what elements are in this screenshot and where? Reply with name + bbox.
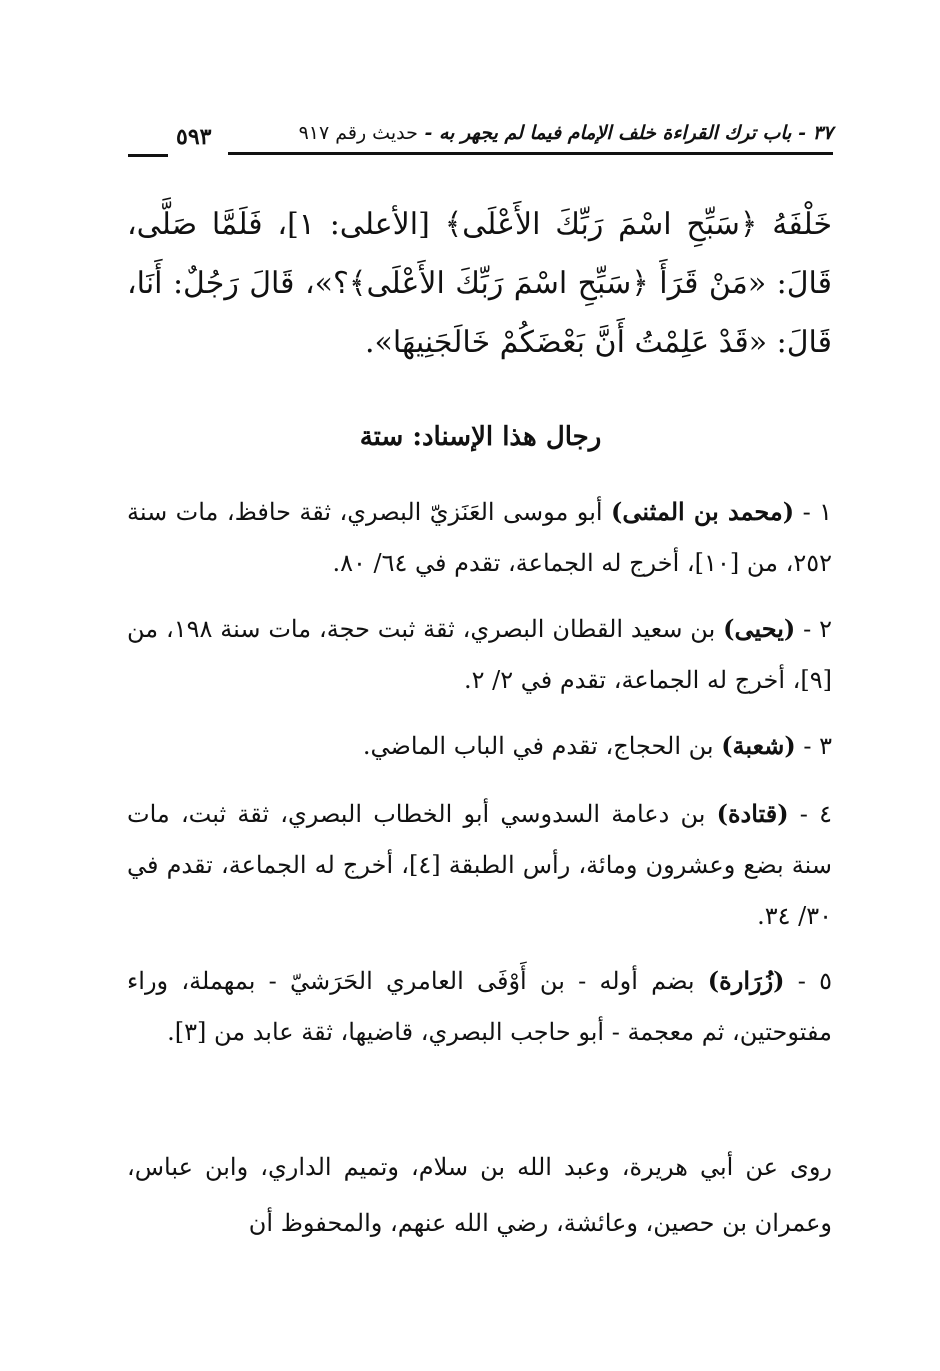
narrator-details: بن الحجاج، تقدم في الباب الماضي. [362,732,714,760]
hadith-text: خَلْفَهُ ﴿سَبِّحِ اسْمَ رَبِّكَ الأَعْلَى﴾ [الأعلى: ١]، فَلَمَّا صَلَّى، قَالَ: «مَنْ قَرَأَ ﴿سَبِّحِ اسْمَ رَبِّكَ الأَعْلَى﴾؟»، قَالَ رَجُلٌ: أَنَا، قَالَ: «قَدْ عَلِمْتُ أَنَّ بَعْضَكُمْ خَالَجَنِيهَا». [127,207,832,360]
page-header [128,118,833,158]
narrator-name: (قتادة) [716,799,789,828]
running-title [299,122,833,144]
header-rule [228,152,833,155]
section-heading: رجال هذا الإسناد: ستة [359,422,602,452]
narrator-entry [127,603,832,706]
narrator-number: ٢ - [803,615,832,643]
narrator-entry [127,720,832,772]
narrator-number: ١ - [802,498,832,526]
narrator-details: بن سعيد القطان البصري، ثقة ثبت حجة، مات سنة ١٩٨، من [٩]، أخرج له الجماعة، تقدم في ٢/ ٢. [127,615,832,694]
narrator-number: ٣ - [803,732,832,760]
narrator-name: (زُرَارة) [707,966,785,995]
narrator-number: ٥ - [797,967,832,995]
narrator-details: بن دعامة السدوسي أبو الخطاب البصري، ثقة ثبت، مات سنة بضع وعشرون ومائة، رأس الطبقة [٤]، أخرج له الجماعة، تقدم في ٣٠/ ٣٤. [127,800,832,930]
narrator-number: ٤ - [799,800,832,828]
page-number: ٥٩٣ [176,124,212,150]
narrator-details: بضم أوله - بن أَوْفَى العامري الحَرَشيّ - بمهملة، وراء مفتوحتين، ثم معجمة - أبو حاجب البصري، قاضيها، ثقة عابد من [٣]. [127,967,832,1046]
chapter-title: ٣٧ - باب ترك القراءة خلف الإمام فيما لم يجهر به - [424,122,833,144]
narrator-entry [127,955,832,1058]
narrator-entry [127,486,832,589]
narrator-details: أبو موسى العَنَزيّ البصري، ثقة حافظ، مات سنة ٢٥٢، من [١٠]، أخرج له الجماعة، تقدم في ٦٤/ ٨٠. [127,498,832,577]
narrator-name: (شعبة) [721,731,796,760]
narrator-name: (محمد بن المثنى) [610,497,795,526]
narrator-entry [127,788,832,942]
hadith-reference: حديث رقم ٩١٧ [298,122,418,144]
narrator-name: (يحيى) [723,614,796,643]
page-number-dash [128,154,168,157]
closing-note: روى عن أبي هريرة، وعبد الله بن سلام، وتميم الداري، وابن عباس، وعمران بن حصين، وعائشة، رضي الله عنهم، والمحفوظ أن [127,1153,832,1237]
